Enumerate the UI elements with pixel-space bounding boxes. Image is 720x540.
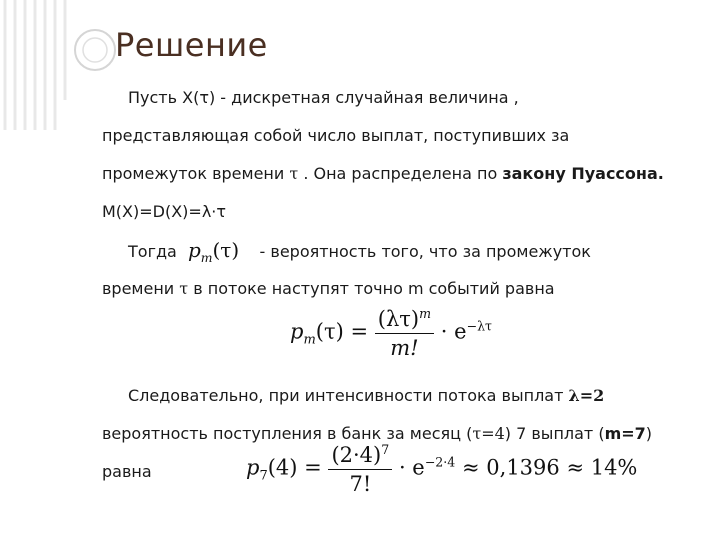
inline-sub: m <box>200 250 213 265</box>
text-line-5-a: Тогда <box>128 242 177 261</box>
tau-symbol-2: τ <box>179 279 189 298</box>
text-line-7 <box>128 386 604 406</box>
tau-symbol: τ <box>289 164 299 183</box>
text-line-5-b: - вероятность того, что за промежуток <box>259 242 591 261</box>
general-lhs-arg: (τ) = <box>315 319 369 344</box>
result-numerator: (2·4) <box>331 443 382 467</box>
text-line-9: равна <box>102 462 152 481</box>
result-denominator: 7! <box>349 472 372 496</box>
inline-pm-formula <box>187 238 246 265</box>
result-lhs-sub: 7 <box>259 468 268 484</box>
result-approximation: ≈ 0,1396 ≈ 14% <box>462 455 638 480</box>
result-numerator-exp: 7 <box>381 442 390 457</box>
text-line-8-e: ) <box>645 424 653 443</box>
text-line-6 <box>102 279 555 299</box>
decorative-corner-ornament <box>0 0 140 130</box>
result-exp-power: −2·4 <box>424 454 456 470</box>
text-line-2: представляющая собой число выплат, поступивших за <box>102 126 570 145</box>
result-lhs-arg: (4) = <box>267 455 322 480</box>
general-exp-base: · e <box>440 319 467 344</box>
text-line-7-a: Следовательно, при интенсивности потока выплат <box>128 386 564 405</box>
text-line-3 <box>102 164 664 184</box>
general-lhs-sub: m <box>303 332 316 348</box>
result-lhs: p <box>246 455 260 480</box>
result-exp-base: · e <box>398 455 425 480</box>
poisson-general-formula <box>290 306 492 360</box>
inline-arg: (τ) <box>212 238 240 262</box>
text-line-6-a: времени <box>102 279 175 298</box>
general-fraction <box>375 306 434 360</box>
general-lhs: p <box>290 319 304 344</box>
tau-value: τ=4 <box>472 424 505 443</box>
text-line-8-c: ) 7 выплат ( <box>504 424 605 443</box>
text-line-3-a: промежуток времени <box>102 164 285 183</box>
lambda-value: λ=2 <box>568 386 605 405</box>
text-line-5 <box>128 240 591 268</box>
general-denominator: m! <box>390 336 419 360</box>
text-line-8 <box>102 424 652 444</box>
text-line-1: Пусть X(τ) - дискретная случайная величина , <box>128 88 519 107</box>
general-numerator-exp: m <box>419 306 432 321</box>
slide-title: Решение <box>115 26 268 64</box>
inline-p: p <box>187 238 201 262</box>
m-value: m=7 <box>604 424 646 443</box>
text-line-8-a: вероятность поступления в банк за месяц ( <box>102 424 473 443</box>
text-line-6-b: в потоке наступят точно m событий равна <box>193 279 555 298</box>
result-fraction <box>328 442 392 496</box>
poisson-law-label: закону Пуассона. <box>502 164 664 183</box>
poisson-result-formula <box>246 442 637 496</box>
text-line-3-b: . Она распределена по <box>303 164 498 183</box>
general-exp-power: −λτ <box>466 318 493 334</box>
text-line-4: M(X)=D(X)=λ·τ <box>102 202 227 221</box>
general-numerator: (λτ) <box>377 307 420 331</box>
